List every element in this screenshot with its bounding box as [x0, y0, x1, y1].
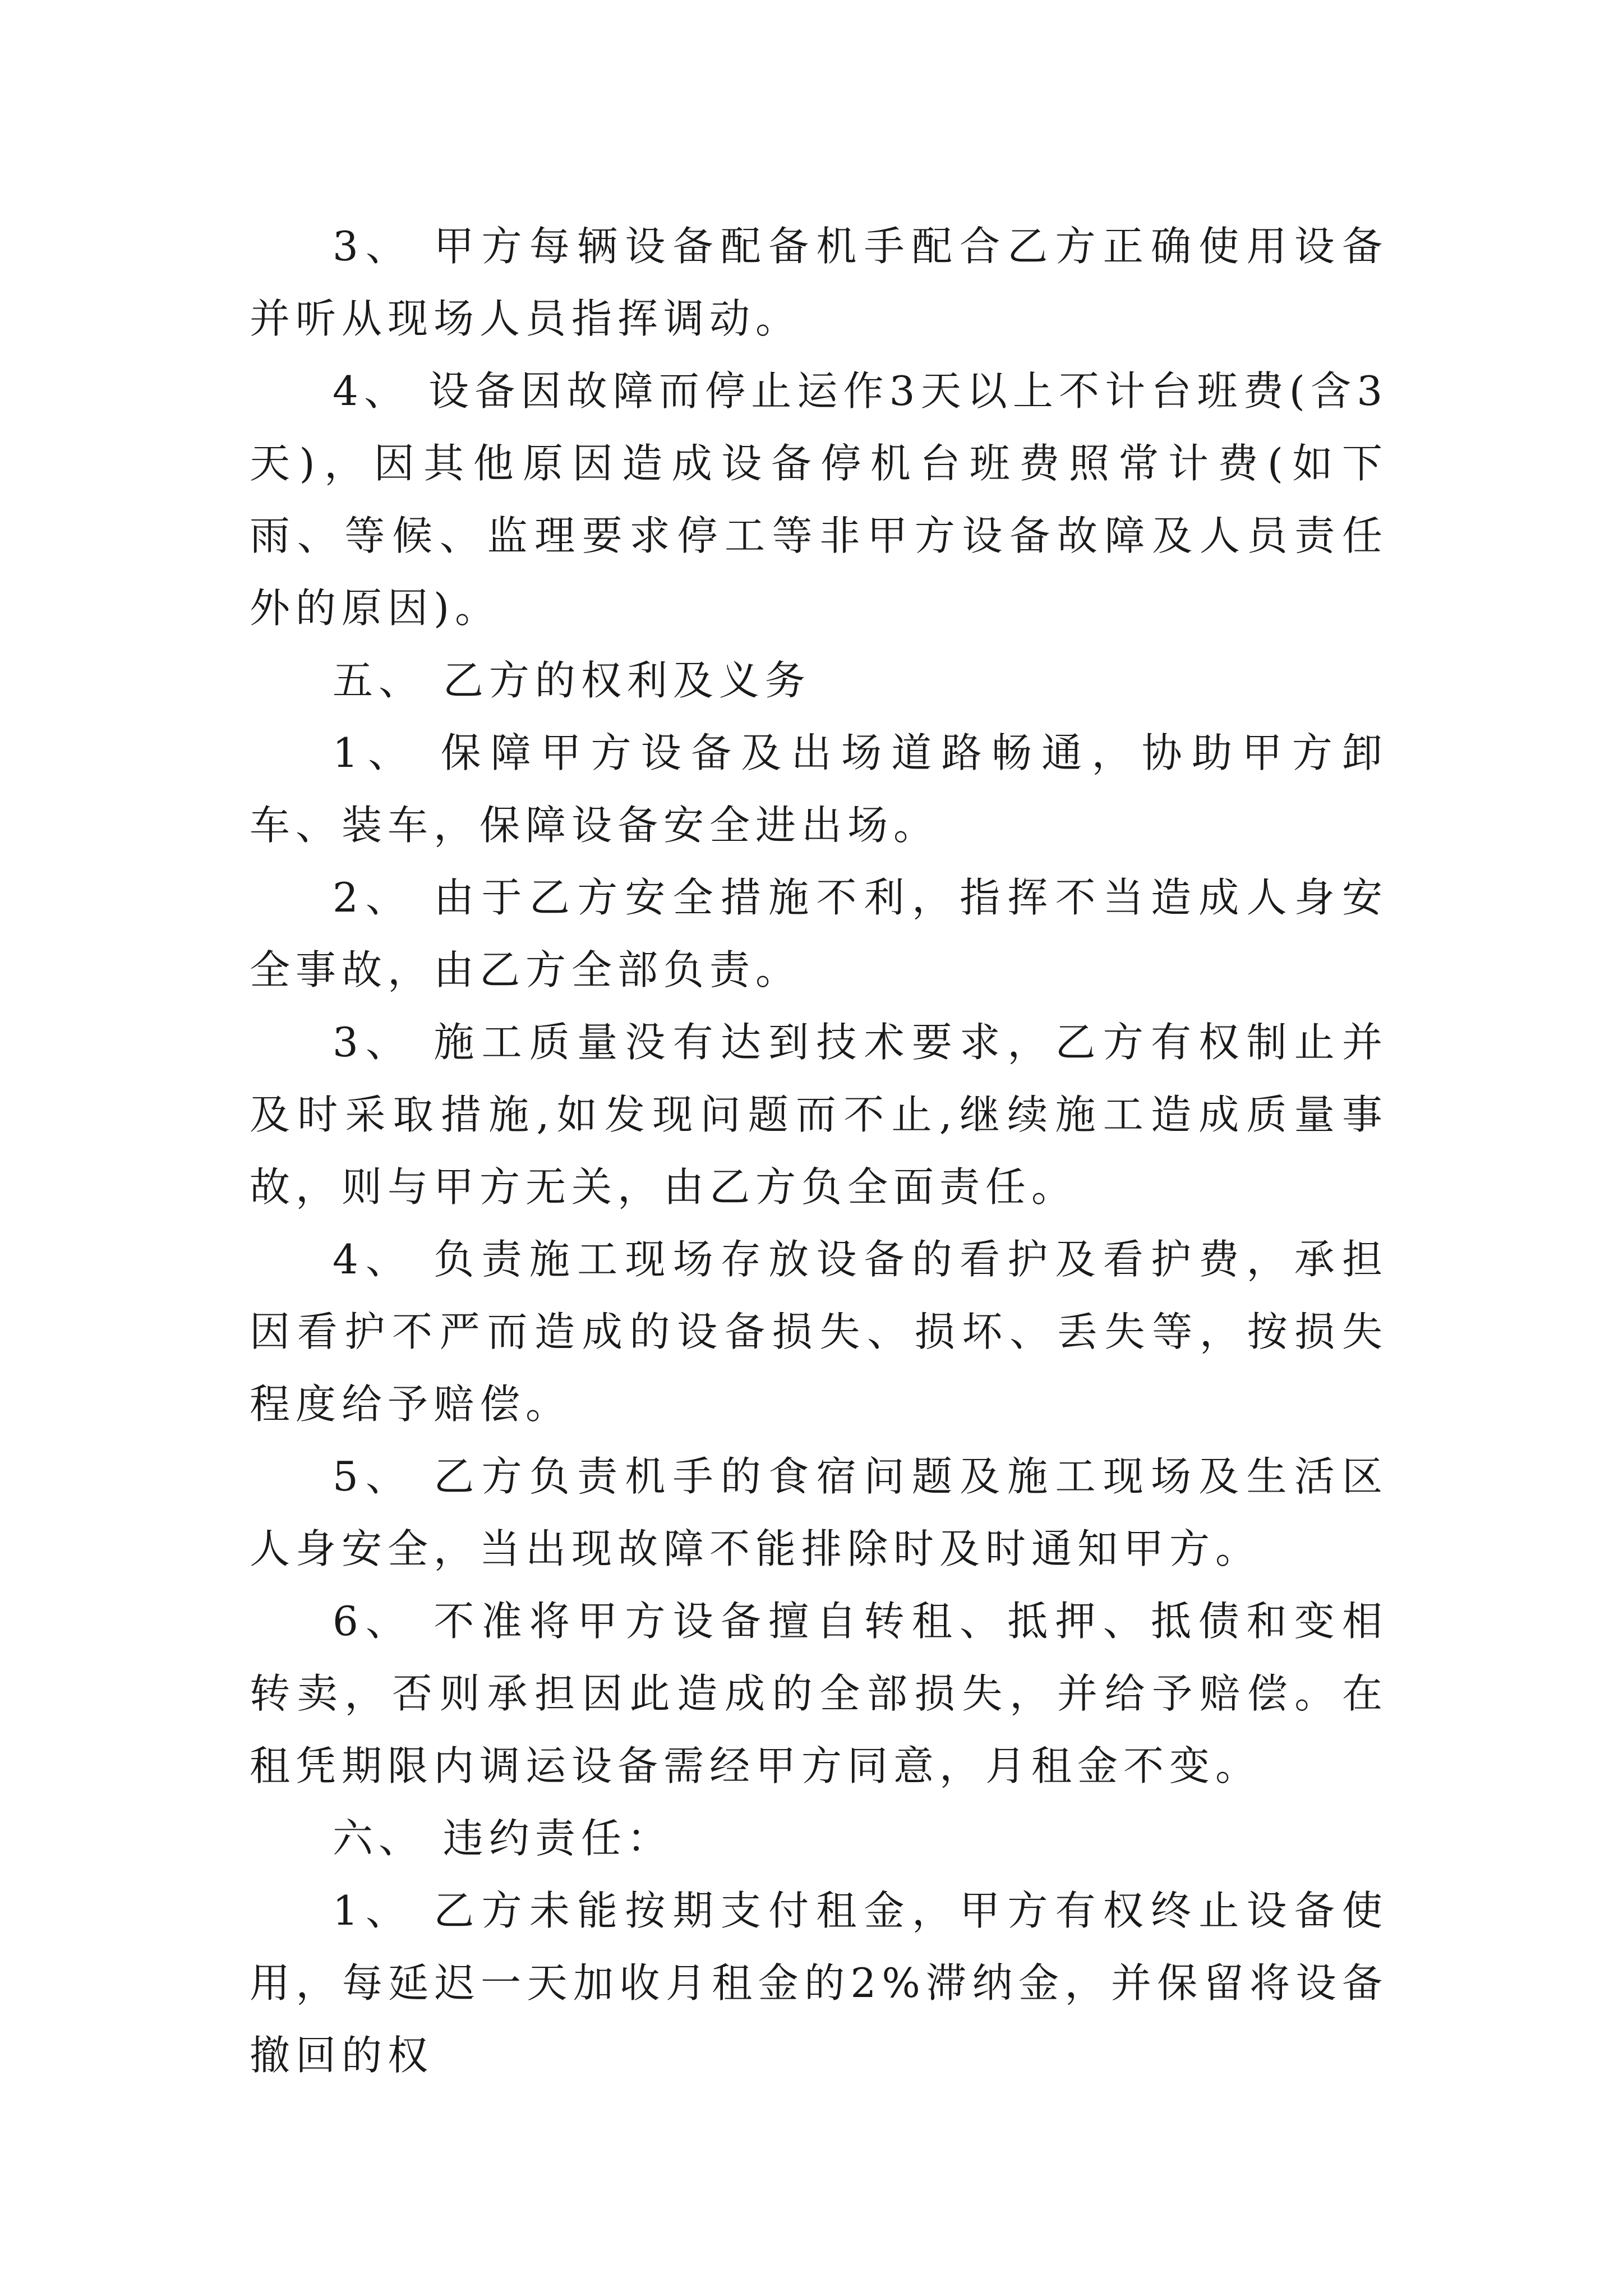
paragraph-operator-welfare: 5、 乙方负责机手的食宿问题及施工现场及生活区人身安全，当出现故障不能排除时及时通知甲方。: [250, 1453, 1388, 1572]
document-body: [250, 210, 1388, 2092]
section-heading-breach-liability: 六、 违约责任：: [333, 1815, 673, 1862]
paragraph-custody-compensation: 4、 负责施工现场存放设备的看护及看护费，承担因看护不严而造成的设备损失、损坏、丢失等，按损失程度给予赔偿。: [250, 1236, 1388, 1428]
paragraph-safety-responsibility: 2、 由于乙方安全措施不利，指挥不当造成人身安全事故，由乙方全部负责。: [250, 874, 1388, 993]
paragraph-road-access: 1、 保障甲方设备及出场道路畅通，协助甲方卸车、装车，保障设备安全进出场。: [250, 729, 1388, 849]
section-heading-party-b-rights: 五、 乙方的权利及义务: [333, 657, 811, 704]
paragraph-sublease-prohibition: 6、 不准将甲方设备擅自转租、抵押、抵债和变相转卖，否则承担因此造成的全部损失，并给予赔偿。在租凭期限内调运设备需经甲方同意，月租金不变。: [250, 1598, 1388, 1789]
paragraph-equipment-operator: 3、 甲方每辆设备配备机手配合乙方正确使用设备并听从现场人员指挥调动。: [250, 223, 1388, 342]
paragraph-breakdown-fees: 4、 设备因故障而停止运作3天以上不计台班费(含3天)，因其他原因造成设备停机台班费照常计费(如下雨、等候、监理要求停工等非甲方设备故障及人员责任外的原因)。: [250, 367, 1388, 632]
paragraph-late-payment: 1、 乙方未能按期支付租金，甲方有权终止设备使用，每延迟一天加收月租金的2%滞纳金，并保留将设备撤回的权: [250, 1887, 1388, 2079]
paragraph-quality-responsibility: 3、 施工质量没有达到技术要求，乙方有权制止并及时采取措施,如发现问题而不止,继续施工造成质量事故，则与甲方无关，由乙方负全面责任。: [250, 1019, 1388, 1211]
